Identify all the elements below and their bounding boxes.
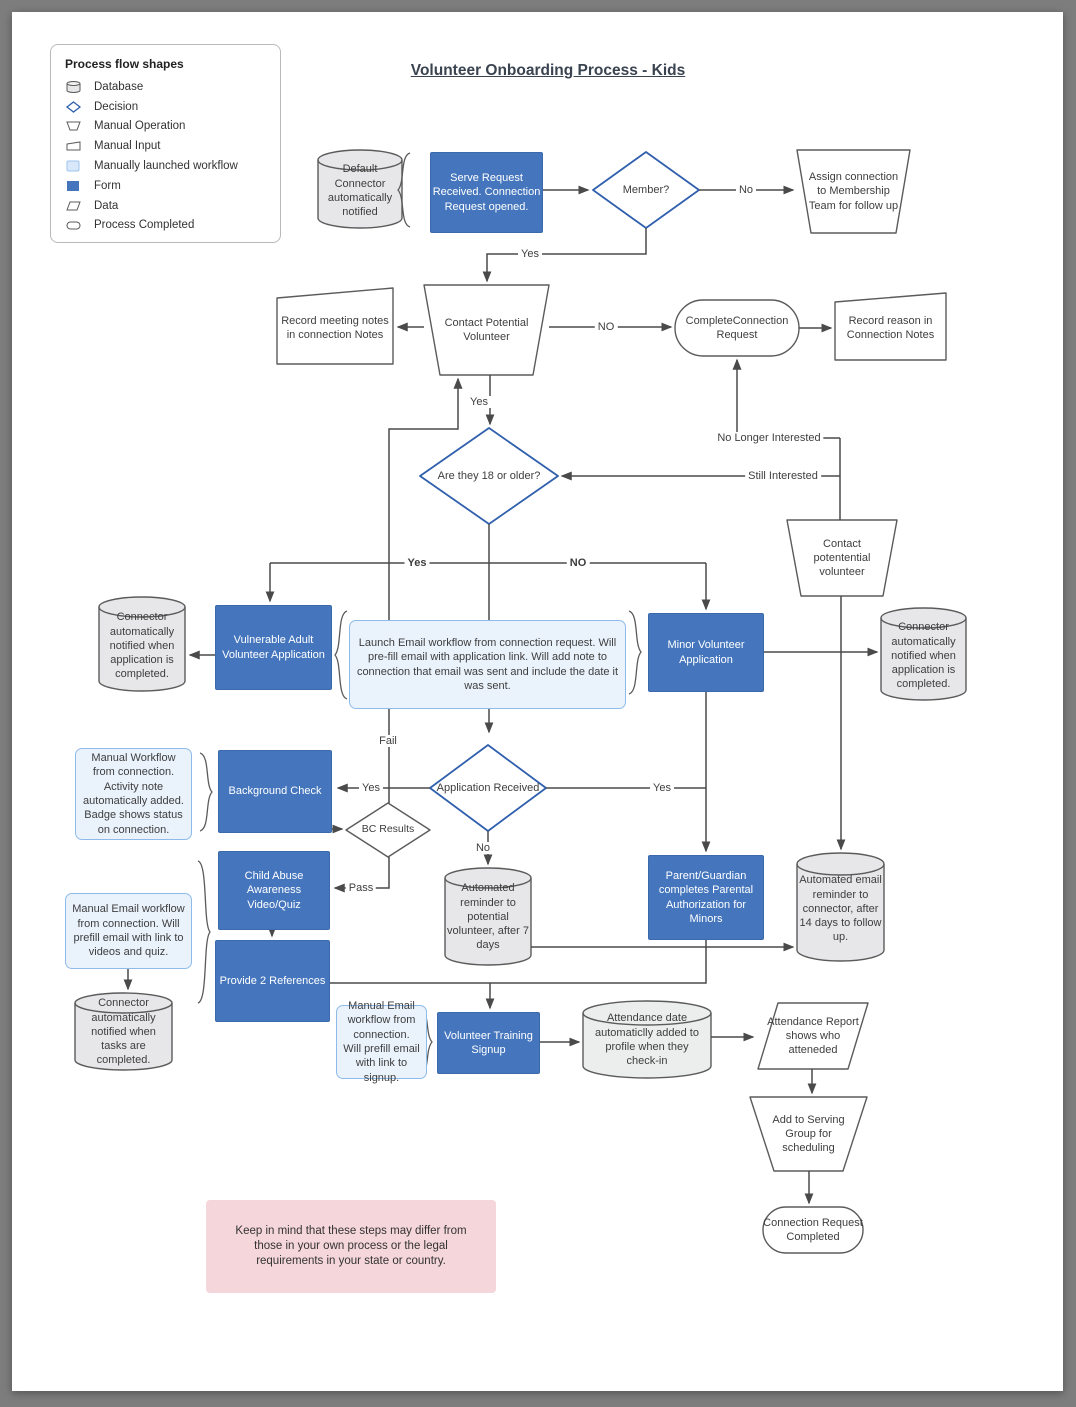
edge-label-pass: Pass <box>346 882 376 894</box>
form-icon <box>65 179 82 193</box>
node-provide-references[interactable]: Provide 2 References <box>215 940 330 1022</box>
record-reason-shape[interactable] <box>835 293 946 360</box>
edge-fail-return <box>389 379 458 803</box>
database-icon <box>65 80 82 94</box>
contact-potential-shape[interactable] <box>424 285 549 375</box>
attendance-date-label: Attendance date automaticlly added to profile when they check-in <box>595 1012 699 1068</box>
application-received-shape[interactable] <box>430 745 546 831</box>
legend-item-process-completed: Process Completed <box>65 216 266 236</box>
complete-connection-label: CompleteConnection Request <box>685 314 789 341</box>
decision-icon <box>65 100 82 114</box>
age-decision-label: Are they 18 or older? <box>437 469 541 482</box>
contact-potentential-shape[interactable] <box>787 520 897 596</box>
connector-notified-right-label: Connector automatically notified when application is completed. <box>891 621 956 691</box>
age-decision-shape[interactable] <box>420 428 558 524</box>
node-background-check[interactable]: Background Check <box>218 750 332 833</box>
reminder-7-days-shape[interactable] <box>445 868 531 965</box>
connector-tasks-label: Connector automatically notified when tasks are completed. <box>91 997 156 1067</box>
contact-potential-label: Contact Potential Volunteer <box>444 316 529 343</box>
edge-no-longer-interested <box>737 360 840 438</box>
edge-label-bc-yes: Yes <box>359 782 383 794</box>
assign-connection-label: Assign connection to Membership Team for follow up <box>808 171 899 212</box>
edge-label-parent-yes: Yes <box>650 782 674 794</box>
brace-launch-note-right <box>629 611 641 694</box>
note-manual-email-signup[interactable]: Manual Email workflow from connection. Will prefill email with link to signup. <box>336 1005 427 1079</box>
legend-title: Process flow shapes <box>65 57 184 71</box>
attendance-report-shape[interactable] <box>758 1003 868 1069</box>
edge-label-no-longer-interested: No Longer Interested <box>714 432 823 444</box>
reminder-7-days-label: Automated reminder to potential volunteer, after 7 days <box>447 882 529 952</box>
brace-bgcheck-note <box>200 753 212 831</box>
legend-item-manual-workflow: Manually launched workflow <box>65 156 266 176</box>
manual-workflow-icon <box>65 159 82 173</box>
node-serve-request[interactable]: Serve Request Received. Connection Request opened. <box>430 152 543 233</box>
connector-notified-right-shape[interactable] <box>881 608 966 700</box>
process-completed-icon <box>65 218 82 232</box>
edge-label-age-no: NO <box>567 557 590 569</box>
edge-label-still-interested: Still Interested <box>745 470 821 482</box>
legend-item-database: Database <box>65 77 266 97</box>
default-connector-label: Default Connector automatically notified <box>327 163 393 219</box>
application-received-label: Application Received <box>436 781 540 794</box>
edge-label-member-yes: Yes <box>518 248 542 260</box>
manual-input-icon <box>65 139 82 153</box>
attendance-report-label: Attendance Report shows who atteneded <box>767 1015 859 1057</box>
legend-item-data: Data <box>65 196 266 216</box>
legend-item-manual-input: Manual Input <box>65 136 266 156</box>
default-connector-shape[interactable] <box>318 150 402 228</box>
node-minor-application[interactable]: Minor Volunteer Application <box>648 613 764 692</box>
legend-panel[interactable] <box>50 44 281 243</box>
complete-connection-shape[interactable] <box>675 300 799 356</box>
edge-label-fail: Fail <box>376 735 400 747</box>
legend-item-form: Form <box>65 176 266 196</box>
node-volunteer-training[interactable]: Volunteer Training Signup <box>437 1012 540 1074</box>
note-launch-email[interactable]: Launch Email workflow from connection request. Will pre-fill email with application link. Will add note to connection that email was sent and include the date it was sent. <box>349 620 626 709</box>
legend-item-manual-operation: Manual Operation <box>65 117 266 137</box>
data-icon <box>65 199 82 213</box>
assign-connection-shape[interactable] <box>797 150 910 233</box>
node-vulnerable-adult[interactable]: Vulnerable Adult Volunteer Application <box>215 605 332 690</box>
email-14-days-label: Automated email reminder to connector, after 14 days to follow up. <box>799 874 882 944</box>
member-decision-label: Member? <box>622 183 670 196</box>
record-meeting-label: Record meeting notes in connection Notes <box>281 314 389 341</box>
attendance-date-shape[interactable] <box>583 1001 711 1078</box>
legend-item-decision: Decision <box>65 97 266 117</box>
connector-notified-left-label: Connector automatically notified when application is completed. <box>109 611 175 681</box>
edge-pass <box>335 857 389 888</box>
node-child-abuse[interactable]: Child Abuse Awareness Video/Quiz <box>218 851 330 930</box>
bc-results-label: BC Results <box>361 823 415 836</box>
record-reason-label: Record reason in Connection Notes <box>846 314 935 341</box>
edge-label-contact-yes: Yes <box>467 396 491 408</box>
node-parent-guardian[interactable]: Parent/Guardian completes Parental Authorization for Minors <box>648 855 764 940</box>
edge-label-age-yes: Yes <box>405 557 430 569</box>
contact-potentential-label: Contact potentential volunteer <box>813 537 871 579</box>
manual-operation-icon <box>65 119 82 133</box>
connector-notified-left-shape[interactable] <box>99 597 185 691</box>
record-meeting-shape[interactable] <box>277 288 393 364</box>
connector-tasks-shape[interactable] <box>75 993 172 1070</box>
edge-label-member-no: No <box>736 184 756 196</box>
brace-videos-note <box>198 861 210 1003</box>
edge-member-yes <box>487 228 646 281</box>
add-serving-shape[interactable] <box>750 1097 867 1171</box>
connection-completed-label: Connection Request Completed <box>763 1216 863 1243</box>
edge-label-app-no: No <box>473 842 493 854</box>
email-14-days-shape[interactable] <box>797 853 884 961</box>
member-decision-shape[interactable] <box>593 152 699 228</box>
edge-label-contact-no: NO <box>595 321 618 333</box>
add-serving-label: Add to Serving Group for scheduling <box>772 1113 845 1155</box>
note-manual-email-videos[interactable]: Manual Email workflow from connection. Will prefill email with link to videos and quiz. <box>65 893 192 969</box>
connection-completed-shape[interactable] <box>763 1207 863 1253</box>
diagram-title: Volunteer Onboarding Process - Kids <box>410 62 686 79</box>
brace-launch-note-left <box>335 611 347 699</box>
bc-results-shape[interactable] <box>346 803 430 857</box>
note-keep-in-mind[interactable]: Keep in mind that these steps may differ from those in your own process or the legal requirements in your state or country. <box>206 1200 496 1293</box>
note-manual-workflow[interactable]: Manual Workflow from connection. Activity note automatically added. Badge shows status on connection. <box>75 748 192 840</box>
